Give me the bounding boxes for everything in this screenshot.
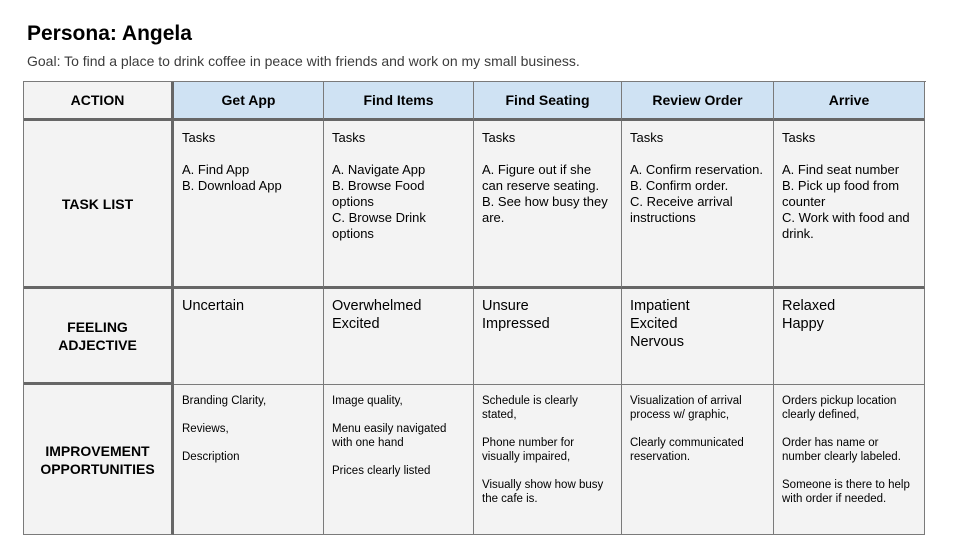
feeling-word: Excited — [630, 316, 678, 332]
task-item: C. Work with food and drink. — [782, 210, 910, 241]
task-item: C. Receive arrival instructions — [630, 194, 733, 225]
task-cell-review-order — [622, 121, 774, 289]
task-item: A. Navigate App — [332, 162, 426, 177]
journey-map-table — [23, 81, 926, 535]
row-header-task-list: TASK LIST — [24, 121, 174, 289]
column-header-find-seating: Find Seating — [474, 82, 622, 121]
task-heading: Tasks — [782, 130, 816, 145]
improvement-cell-find-seating — [474, 385, 622, 535]
improvement-item: Menu easily navigated with one hand — [332, 423, 447, 449]
feeling-cell-arrive — [774, 289, 925, 385]
column-header-find-items: Find Items — [324, 82, 474, 121]
improvement-cell-find-items — [324, 385, 474, 535]
feeling-word: Excited — [332, 316, 380, 332]
column-header-review-order: Review Order — [622, 82, 774, 121]
improvement-cell-review-order — [622, 385, 774, 535]
task-cell-get-app — [174, 121, 324, 289]
improvement-item: Orders pickup location clearly defined, — [782, 395, 897, 421]
feeling-cell-review-order — [622, 289, 774, 385]
task-item: B. Pick up food from counter — [782, 178, 900, 209]
feeling-word: Uncertain — [182, 298, 245, 314]
row-header-improvement-opportunities: IMPROVEMENT OPPORTUNITIES — [24, 385, 174, 535]
task-cell-arrive — [774, 121, 925, 289]
improvement-item: Branding Clarity, — [182, 395, 267, 407]
task-cell-find-seating — [474, 121, 622, 289]
feeling-word: Unsure — [482, 298, 529, 314]
column-header-get-app: Get App — [174, 82, 324, 121]
persona-title: Persona: Angela — [27, 22, 192, 45]
feeling-word: Nervous — [630, 334, 684, 350]
feeling-cell-find-seating — [474, 289, 622, 385]
task-item: A. Find App — [182, 162, 250, 177]
improvement-item: Description — [182, 451, 240, 463]
improvement-cell-arrive — [774, 385, 925, 535]
improvement-item: Reviews, — [182, 423, 229, 435]
task-item: B. See how busy they are. — [482, 194, 608, 225]
task-item: B. Browse Food options — [332, 178, 425, 209]
row-header-feeling-adjective: FEELING ADJECTIVE — [24, 289, 174, 385]
improvement-item: Prices clearly listed — [332, 465, 431, 477]
task-item: A. Confirm reservation. — [630, 162, 763, 177]
column-header-arrive: Arrive — [774, 82, 925, 121]
improvement-item: Visualization of arrival process w/ graphic, — [630, 395, 742, 421]
task-item: A. Figure out if she can reserve seating. — [482, 162, 600, 193]
corner-header-action: ACTION — [24, 82, 174, 121]
feeling-word: Impressed — [482, 316, 550, 332]
feeling-word: Impatient — [630, 298, 690, 314]
persona-goal: Goal: To find a place to drink coffee in peace with friends and work on my small business. — [27, 53, 580, 69]
task-cell-find-items — [324, 121, 474, 289]
task-item: C. Browse Drink options — [332, 210, 426, 241]
task-heading: Tasks — [182, 130, 216, 145]
feeling-word: Overwhelmed — [332, 298, 422, 314]
task-heading: Tasks — [332, 130, 366, 145]
feeling-cell-find-items — [324, 289, 474, 385]
improvement-item: Phone number for visually impaired, — [482, 437, 575, 463]
feeling-word: Relaxed — [782, 298, 836, 314]
improvement-item: Visually show how busy the cafe is. — [482, 479, 604, 505]
feeling-cell-get-app — [174, 289, 324, 385]
improvement-item: Image quality, — [332, 395, 403, 407]
improvement-item: Schedule is clearly stated, — [482, 395, 578, 421]
improvement-item: Order has name or number clearly labeled. — [782, 437, 901, 463]
improvement-item: Clearly communicated reservation. — [630, 437, 744, 463]
improvement-cell-get-app — [174, 385, 324, 535]
task-item: A. Find seat number — [782, 162, 900, 177]
task-heading: Tasks — [630, 130, 664, 145]
task-item: B. Confirm order. — [630, 178, 729, 193]
task-item: B. Download App — [182, 178, 282, 193]
task-heading: Tasks — [482, 130, 516, 145]
feeling-word: Happy — [782, 316, 824, 332]
improvement-item: Someone is there to help with order if needed. — [782, 479, 910, 505]
